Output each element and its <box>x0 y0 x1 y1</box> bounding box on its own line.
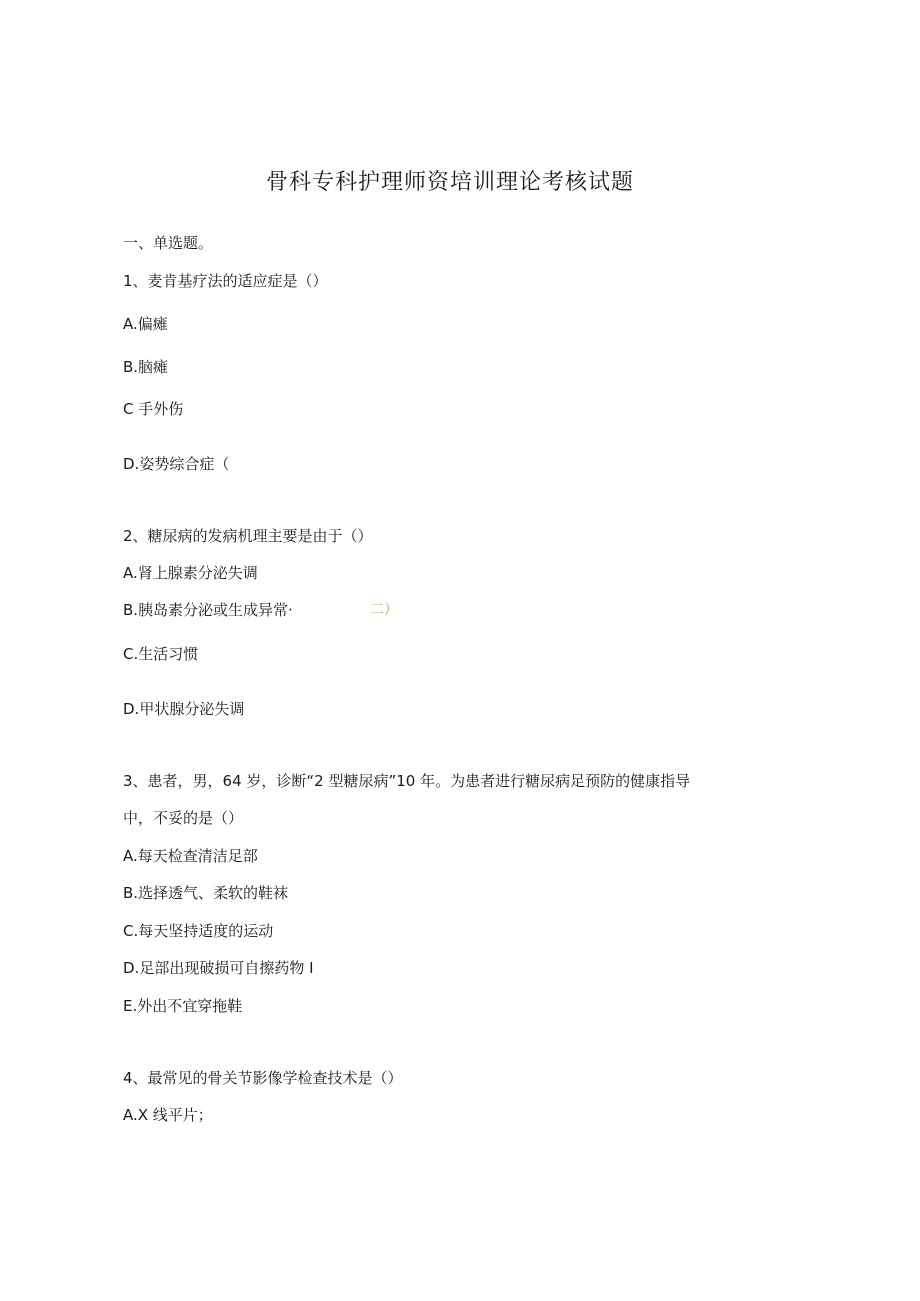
question-2-option-c: C.生活习惯 <box>123 645 199 663</box>
question-4-stem: 4、最常见的骨关节影像学检查技术是（） <box>123 1069 403 1087</box>
question-4-option-a: A.X 线平片； <box>123 1106 213 1124</box>
question-3-stem-line-2: 中，不妥的是（） <box>123 809 244 827</box>
handwritten-annotation: 二） <box>370 602 398 618</box>
section-heading: 一、单选题。 <box>123 234 214 252</box>
question-2-option-b: B.胰岛素分泌或生成异常· <box>123 601 293 619</box>
question-2-option-a: A.肾上腺素分泌失调 <box>123 564 258 582</box>
question-2-stem: 2、糖尿病的发病机理主要是由于（） <box>123 527 373 545</box>
question-3-stem-line-1: 3、患者，男，64 岁，诊断“2 型糖尿病”10 年。为患者进行糖尿病足预防的健康指导 <box>123 772 691 790</box>
question-1-option-c: C 手外伤 <box>123 400 184 418</box>
question-1-stem: 1、麦肯基疗法的适应症是（） <box>123 272 328 290</box>
question-3-option-d: D.足部出现破损可自擦药物 I <box>123 959 314 977</box>
question-3-option-b: B.选择透气、柔软的鞋袜 <box>123 884 289 902</box>
page-title: 骨科专科护理师资培训理论考核试题 <box>265 170 634 195</box>
question-1-option-b: B.脑瘫 <box>123 358 169 376</box>
question-3-option-a: A.每天检查清洁足部 <box>123 847 258 865</box>
question-1-option-a: A.偏瘫 <box>123 315 168 333</box>
question-3-option-c: C.每天坚持适度的运动 <box>123 922 274 940</box>
question-3-option-e: E.外出不宜穿拖鞋 <box>123 997 243 1015</box>
question-2-option-d: D.甲状腺分泌失调 <box>123 700 245 718</box>
question-1-option-d: D.姿势综合症（ <box>123 455 230 473</box>
